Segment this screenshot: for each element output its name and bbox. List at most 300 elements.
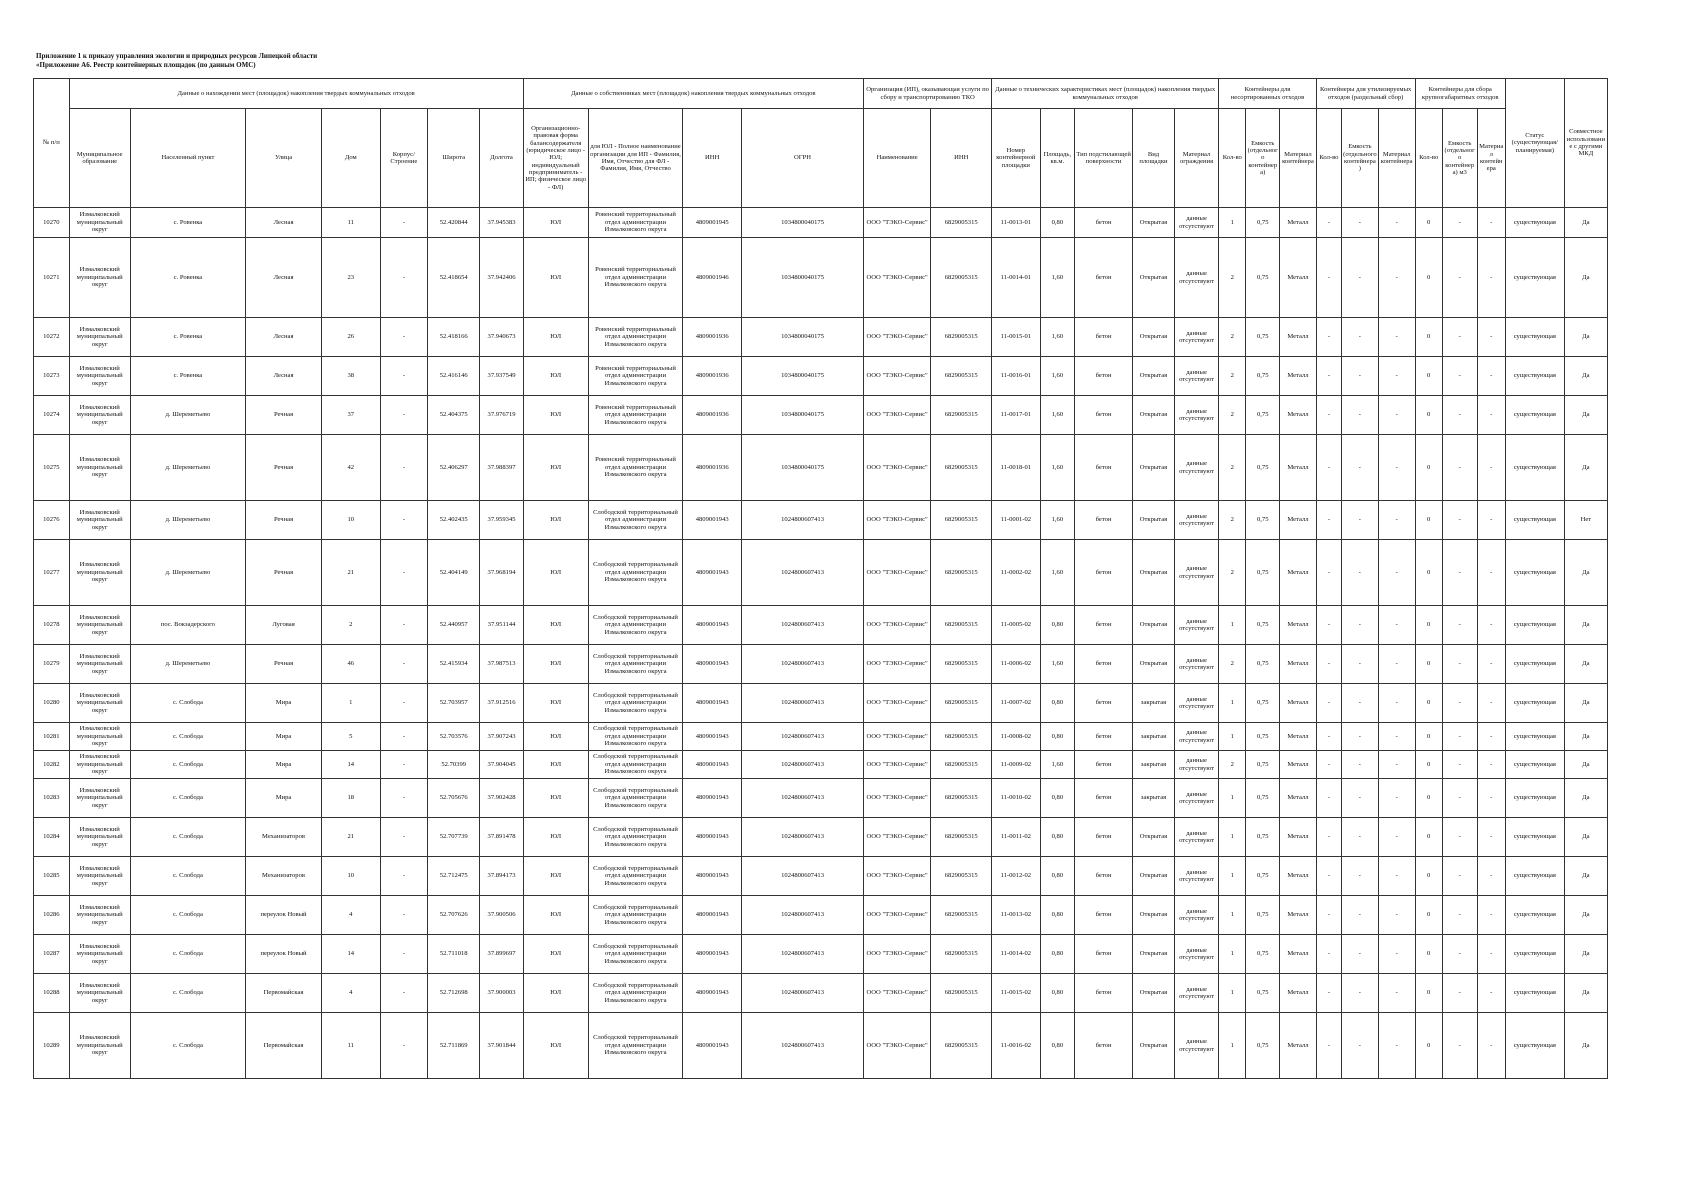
table-cell <box>1415 606 1442 645</box>
cell-text: - <box>1458 833 1461 841</box>
table-cell <box>1442 357 1477 396</box>
cell-text: 2 <box>1230 516 1234 524</box>
table-cell <box>380 857 427 896</box>
table-cell <box>1505 751 1564 779</box>
table-cell <box>1442 318 1477 357</box>
table-cell <box>1219 818 1246 857</box>
cell-text: ООО "ТЭКО-Сервис" <box>866 989 928 997</box>
table-cell <box>588 974 683 1013</box>
cell-text: 0,75 <box>1256 621 1269 629</box>
table-cell <box>742 974 864 1013</box>
cell-text: 0,75 <box>1256 333 1269 341</box>
table-cell <box>683 896 742 935</box>
cell-text: Лесная <box>273 333 294 341</box>
table-cell <box>427 208 480 238</box>
table-cell <box>1477 935 1505 974</box>
table-cell <box>1505 818 1564 857</box>
cell-text: 6829005315 <box>944 872 978 880</box>
cell-text: 0,75 <box>1256 568 1269 576</box>
table-cell <box>1342 857 1379 896</box>
cell-text: 10273 <box>43 372 60 380</box>
cell-text: 37 <box>347 411 355 419</box>
cell-text: - <box>1358 1041 1361 1049</box>
cell-text: ООО "ТЭКО-Сервис" <box>866 273 928 281</box>
cell-text: - <box>1458 568 1461 576</box>
table-cell <box>588 645 683 684</box>
table-cell <box>246 974 322 1013</box>
cell-text: 0 <box>1427 568 1431 576</box>
col-header-bulky-capacity: Емкость (отдельного контейнера) м3 <box>1442 109 1477 208</box>
cell-text: ООО "ТЭКО-Сервис" <box>866 411 928 419</box>
table-cell <box>1505 974 1564 1013</box>
cell-text: Мира <box>275 760 292 768</box>
table-cell <box>130 723 246 751</box>
table-cell <box>992 779 1040 818</box>
col-header-shared: Совместное использование с другими МКД <box>1564 79 1607 208</box>
table-cell <box>742 723 864 751</box>
col-header-mixed-material: Материал контейнера <box>1280 109 1317 208</box>
table-cell <box>992 684 1040 723</box>
cell-text: Слободской территориальный отдел администрации Измалковского округа <box>593 691 678 714</box>
cell-text: ООО "ТЭКО-Сервис" <box>866 372 928 380</box>
table-cell <box>864 779 931 818</box>
cell-text: ЮЛ <box>550 411 562 419</box>
cell-text: - <box>1395 989 1398 997</box>
table-cell <box>1246 318 1280 357</box>
cell-text: - <box>1327 273 1331 281</box>
cell-text: 0 <box>1427 760 1431 768</box>
cell-text: Открытая <box>1139 833 1168 841</box>
table-cell <box>864 501 931 540</box>
cell-text: бетон <box>1095 218 1112 226</box>
table-cell <box>427 238 480 318</box>
cell-text: 10270 <box>43 218 60 226</box>
cell-text: данные отсутствуют <box>1179 617 1215 632</box>
cell-text: д. Шереметьево <box>165 660 211 668</box>
table-cell <box>683 606 742 645</box>
table-cell <box>1442 896 1477 935</box>
table-row <box>34 435 1608 501</box>
cell-text: Металл <box>1287 833 1309 841</box>
table-cell <box>992 723 1040 751</box>
cell-text: 4809001943 <box>695 699 729 707</box>
table-cell <box>1505 396 1564 435</box>
table-cell <box>1280 238 1317 318</box>
table-cell <box>683 540 742 606</box>
table-cell <box>992 606 1040 645</box>
table-cell <box>246 238 322 318</box>
cell-text: 14 <box>347 760 355 768</box>
cell-text: 37.904045 <box>487 760 516 768</box>
cell-text: Речная <box>273 516 294 524</box>
table-cell <box>1477 540 1505 606</box>
cell-text: Мира <box>275 794 292 802</box>
table-cell <box>1564 606 1607 645</box>
cell-text: 4809001943 <box>695 833 729 841</box>
cell-text: - <box>1327 621 1331 629</box>
table-cell <box>1075 751 1133 779</box>
cell-text: существующая <box>1513 568 1556 576</box>
table-cell <box>246 935 322 974</box>
table-cell <box>1219 318 1246 357</box>
table-row <box>34 540 1608 606</box>
table-cell <box>427 935 480 974</box>
cell-text: 6829005315 <box>944 463 978 471</box>
cell-text: Слободской территориальный отдел администрации Измалковского округа <box>593 561 678 584</box>
table-cell <box>1075 857 1133 896</box>
table-cell <box>992 540 1040 606</box>
table-cell <box>1316 606 1341 645</box>
table-cell <box>480 540 523 606</box>
cell-text: Открытая <box>1139 372 1168 380</box>
cell-text: бетон <box>1095 911 1112 919</box>
table-cell <box>1477 238 1505 318</box>
table-cell <box>931 357 992 396</box>
cell-text: 0 <box>1427 463 1431 471</box>
cell-text: 11-0016-01 <box>1000 372 1032 380</box>
cell-text: 1024800607413 <box>781 516 824 524</box>
cell-text: 10271 <box>43 273 60 281</box>
table-cell <box>1415 645 1442 684</box>
cell-text: 37.987513 <box>487 660 516 668</box>
col-header-settlement: Населенный пункт <box>130 109 246 208</box>
table-cell <box>427 606 480 645</box>
cell-text: ООО "ТЭКО-Сервис" <box>866 333 928 341</box>
table-cell <box>1342 238 1379 318</box>
table-cell <box>130 540 246 606</box>
table-cell <box>1564 645 1607 684</box>
table-cell <box>1378 540 1415 606</box>
cell-text: Да <box>1582 833 1590 841</box>
table-cell <box>683 935 742 974</box>
cell-text: Да <box>1582 568 1590 576</box>
table-cell <box>1564 318 1607 357</box>
table-cell <box>1564 818 1607 857</box>
cell-text: 4809001943 <box>695 516 729 524</box>
cell-text: ООО "ТЭКО-Сервис" <box>866 911 928 919</box>
table-cell <box>742 396 864 435</box>
table-cell <box>1132 501 1174 540</box>
cell-text: 0,75 <box>1256 833 1269 841</box>
cell-text: ЮЛ <box>550 699 562 707</box>
table-cell <box>1246 357 1280 396</box>
cell-text: 6829005315 <box>944 273 978 281</box>
cell-text: с. Слобода <box>172 872 203 880</box>
cell-text: 37.891478 <box>487 833 516 841</box>
cell-text: ООО "ТЭКО-Сервис" <box>866 218 928 226</box>
cell-text: с. Слобода <box>172 732 203 740</box>
cell-text: Ровенский территориальный отдел администрации Измалковского округа <box>595 266 676 289</box>
cell-text: 1024800607413 <box>781 732 824 740</box>
cell-text: 10272 <box>43 333 60 341</box>
cell-text: 0 <box>1427 872 1431 880</box>
cell-text: 0,75 <box>1256 950 1269 958</box>
table-cell <box>864 751 931 779</box>
table-row <box>34 974 1608 1013</box>
table-cell <box>1316 751 1341 779</box>
table-cell <box>1246 606 1280 645</box>
col-header-bulky-qty: Кол-во <box>1415 109 1442 208</box>
cell-text: Металл <box>1287 516 1309 524</box>
cell-text: данные отсутствуют <box>1179 695 1215 710</box>
table-cell <box>34 974 70 1013</box>
cell-text: Измалковский муниципальный округ <box>76 825 123 848</box>
table-cell <box>742 435 864 501</box>
cell-text: - <box>1395 273 1398 281</box>
table-cell <box>34 818 70 857</box>
cell-text: ООО "ТЭКО-Сервис" <box>866 660 928 668</box>
cell-text: 1,60 <box>1051 273 1064 281</box>
cell-text: существующая <box>1513 794 1556 802</box>
table-cell <box>1040 435 1075 501</box>
cell-text: 6829005315 <box>944 732 978 740</box>
table-cell <box>1342 606 1379 645</box>
table-cell <box>380 540 427 606</box>
cell-text: 2 <box>1230 273 1234 281</box>
table-cell <box>1477 723 1505 751</box>
cell-text: - <box>1327 989 1331 997</box>
cell-text: ЮЛ <box>550 333 562 341</box>
cell-text: Измалковский муниципальный округ <box>76 753 123 776</box>
table-cell <box>321 818 380 857</box>
cell-text: - <box>1327 218 1331 226</box>
table-cell <box>1246 645 1280 684</box>
cell-text: 1,60 <box>1051 463 1064 471</box>
cell-text: Слободской территориальный отдел администрации Измалковского округа <box>593 613 678 636</box>
cell-text: - <box>402 660 405 668</box>
table-cell <box>931 435 992 501</box>
table-cell <box>588 896 683 935</box>
cell-text: 0,80 <box>1051 621 1064 629</box>
table-cell <box>1564 723 1607 751</box>
cell-text: 2 <box>1230 660 1234 668</box>
cell-text: 11-0014-01 <box>1000 273 1032 281</box>
cell-text: 10 <box>347 516 355 524</box>
table-cell <box>34 684 70 723</box>
table-cell <box>1316 684 1341 723</box>
cell-text: Измалковский муниципальный округ <box>76 903 123 926</box>
table-cell <box>130 238 246 318</box>
col-header-street: Улица <box>246 109 322 208</box>
table-cell <box>1280 435 1317 501</box>
cell-text: 52.705676 <box>439 794 468 802</box>
cell-text: 14 <box>347 950 355 958</box>
cell-text: Нет <box>1580 516 1592 524</box>
table-row <box>34 318 1608 357</box>
cell-text: Да <box>1582 411 1590 419</box>
table-cell <box>1075 896 1133 935</box>
cell-text: - <box>1458 732 1461 740</box>
cell-text: 11 <box>347 218 354 226</box>
cell-text: 4809001943 <box>695 872 729 880</box>
cell-text: 6829005315 <box>944 568 978 576</box>
table-cell <box>480 208 523 238</box>
cell-text: 10278 <box>43 621 60 629</box>
cell-text: - <box>1395 911 1398 919</box>
table-cell <box>1219 501 1246 540</box>
cell-text: 4809001943 <box>695 732 729 740</box>
table-cell <box>1040 818 1075 857</box>
table-cell <box>1477 318 1505 357</box>
table-cell <box>1316 396 1341 435</box>
cell-text: 11-0015-01 <box>1000 333 1032 341</box>
cell-text: - <box>1327 833 1331 841</box>
table-cell <box>683 208 742 238</box>
col-header-lat: Широта <box>427 109 480 208</box>
cell-text: бетон <box>1095 732 1112 740</box>
table-cell <box>1075 818 1133 857</box>
cell-text: пос. Вокзадерского <box>160 621 215 629</box>
cell-text: Измалковский муниципальный округ <box>76 561 123 584</box>
cell-text: 4809001943 <box>695 911 729 919</box>
table-cell <box>34 645 70 684</box>
table-cell <box>480 606 523 645</box>
cell-text: с. Ровенка <box>173 273 203 281</box>
table-cell <box>380 1013 427 1079</box>
cell-text: 0,80 <box>1051 950 1064 958</box>
table-cell <box>1132 779 1174 818</box>
cell-text: - <box>1327 794 1331 802</box>
table-cell <box>523 896 588 935</box>
table-cell <box>683 318 742 357</box>
table-cell <box>523 318 588 357</box>
table-cell <box>246 501 322 540</box>
table-cell <box>1505 723 1564 751</box>
table-cell <box>246 723 322 751</box>
cell-text: 6829005315 <box>944 333 978 341</box>
cell-text: данные отсутствуют <box>1179 985 1215 1000</box>
table-cell <box>69 208 130 238</box>
table-cell <box>1132 318 1174 357</box>
table-cell <box>1246 540 1280 606</box>
table-cell <box>588 818 683 857</box>
cell-text: 1034800040175 <box>781 463 824 471</box>
cell-text: Слободской территориальный отдел администрации Измалковского округа <box>593 942 678 965</box>
cell-text: 52.415934 <box>439 660 468 668</box>
cell-text: Измалковский муниципальный округ <box>76 981 123 1004</box>
table-cell <box>931 645 992 684</box>
cell-text: 23 <box>347 273 355 281</box>
table-cell <box>1505 645 1564 684</box>
table-row <box>34 606 1608 645</box>
table-cell <box>1132 751 1174 779</box>
cell-text: 6829005315 <box>944 218 978 226</box>
table-cell <box>1174 1013 1218 1079</box>
table-cell <box>1246 751 1280 779</box>
table-cell <box>1040 1013 1075 1079</box>
table-cell <box>246 751 322 779</box>
table-cell <box>1316 645 1341 684</box>
cell-text: 0,75 <box>1256 1041 1269 1049</box>
document-title-line-1: Приложение 1 к приказу управления экологии и природных ресурсов Липецкой области <box>36 52 318 60</box>
cell-text: бетон <box>1095 660 1112 668</box>
cell-text: существующая <box>1513 732 1556 740</box>
table-cell <box>380 935 427 974</box>
cell-text: данные отсутствуют <box>1179 868 1215 883</box>
table-cell <box>523 540 588 606</box>
table-cell <box>1280 779 1317 818</box>
table-cell <box>321 751 380 779</box>
cell-text: ООО "ТЭКО-Сервис" <box>866 699 928 707</box>
table-cell <box>1442 396 1477 435</box>
table-cell <box>588 723 683 751</box>
cell-text: Металл <box>1287 732 1309 740</box>
cell-text: 52.703576 <box>439 732 468 740</box>
table-cell <box>1342 818 1379 857</box>
table-cell <box>1477 645 1505 684</box>
table-cell <box>1132 723 1174 751</box>
cell-text: - <box>1490 989 1493 997</box>
cell-text: - <box>402 621 405 629</box>
table-cell <box>1246 396 1280 435</box>
cell-text: существующая <box>1513 950 1556 958</box>
table-cell <box>1415 318 1442 357</box>
cell-text: Измалковский муниципальный округ <box>76 725 123 748</box>
table-cell <box>1219 238 1246 318</box>
cell-text: - <box>1395 950 1398 958</box>
table-cell <box>34 238 70 318</box>
cell-text: 11-0011-02 <box>1000 833 1031 841</box>
cell-text: - <box>402 273 405 281</box>
cell-text: 1 <box>1230 911 1234 919</box>
table-cell <box>69 645 130 684</box>
table-cell <box>1442 723 1477 751</box>
cell-text: 6829005315 <box>944 794 978 802</box>
table-cell <box>69 818 130 857</box>
table-cell <box>864 818 931 857</box>
table-cell <box>130 357 246 396</box>
table-cell <box>742 645 864 684</box>
col-header-operator-name: Наименование <box>864 109 931 208</box>
table-cell <box>523 238 588 318</box>
cell-text: - <box>1395 794 1398 802</box>
col-header-num: № п/п <box>34 79 70 208</box>
cell-text: 52.418166 <box>439 333 468 341</box>
cell-text: 52.418654 <box>439 273 468 281</box>
cell-text: 0,75 <box>1256 411 1269 419</box>
table-cell <box>588 318 683 357</box>
table-cell <box>1477 818 1505 857</box>
table-cell <box>1174 779 1218 818</box>
cell-text: Металл <box>1287 568 1309 576</box>
col-header-house: Дом <box>321 109 380 208</box>
cell-text: бетон <box>1095 794 1112 802</box>
cell-text: бетон <box>1095 760 1112 768</box>
table-cell <box>1075 723 1133 751</box>
cell-text: Открытая <box>1139 273 1168 281</box>
cell-text: 46 <box>347 660 355 668</box>
cell-text: Да <box>1582 660 1590 668</box>
col-header-recycle-material: Материал контейнера <box>1378 109 1415 208</box>
cell-text: 0,75 <box>1256 372 1269 380</box>
table-cell <box>380 751 427 779</box>
table-cell <box>1075 645 1133 684</box>
table-cell <box>742 857 864 896</box>
cell-text: 1034800040175 <box>781 372 824 380</box>
cell-text: - <box>1490 872 1493 880</box>
table-cell <box>321 1013 380 1079</box>
cell-text: - <box>402 568 405 576</box>
table-cell <box>742 751 864 779</box>
table-cell <box>246 357 322 396</box>
cell-text: 0,75 <box>1256 660 1269 668</box>
cell-text: - <box>402 463 405 471</box>
cell-text: 6829005315 <box>944 760 978 768</box>
table-cell <box>864 857 931 896</box>
table-row <box>34 723 1608 751</box>
table-cell <box>480 238 523 318</box>
cell-text: ООО "ТЭКО-Сервис" <box>866 568 928 576</box>
